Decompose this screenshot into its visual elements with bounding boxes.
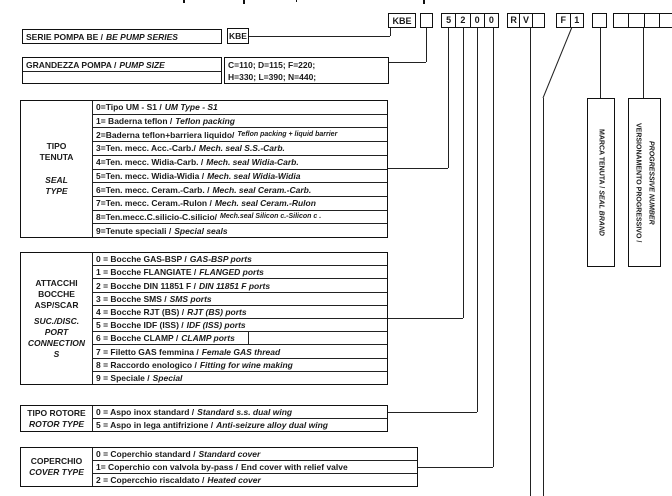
table-row: [93, 318, 387, 331]
table-row: [93, 406, 387, 418]
table-row: [93, 460, 417, 473]
row-text-en: Mech. seal Widia-Widia: [207, 170, 301, 181]
code-cell: V: [519, 14, 531, 27]
row-text-it: 0=Tipo UM - S1 /: [96, 102, 162, 113]
port-connections-header: [21, 253, 93, 384]
code-cell: [659, 14, 672, 27]
table-row: [93, 331, 387, 344]
table-header-line: TIPO: [46, 141, 67, 151]
series-value: KBE: [229, 31, 247, 41]
row-text-it: 4=Ten. mecc. Widia-Carb. /: [96, 157, 204, 168]
table-header-line: COVER TYPE: [29, 467, 84, 477]
table-header-line: S: [53, 348, 60, 359]
table-header-line: TENUTA: [39, 152, 74, 162]
row-text-it: 2 = Copercchio riscaldato /: [96, 475, 205, 485]
table-row: [93, 278, 387, 291]
table-row: [93, 141, 387, 155]
row-text-it: 8=Ten.mecc.C.silicio-C.silicio/: [96, 211, 218, 222]
table-header-line: CONNECTION: [27, 337, 86, 348]
port-connections-table: [20, 252, 388, 385]
size-label-en: PUMP SIZE: [119, 59, 165, 70]
row-text-it: 7=Ten. mecc. Ceram.-Rulon /: [96, 198, 212, 209]
code-group-f1: [556, 13, 584, 28]
table-header-line: ROTOR TYPE: [28, 418, 85, 429]
table-header-line: TIPO ROTORE: [27, 407, 86, 418]
connector-line: [643, 27, 644, 98]
row-text-it: 8 = Raccordo enologico /: [96, 359, 197, 370]
table-row: [93, 448, 417, 460]
table-row: [93, 182, 387, 196]
row-text-en: FLANGED ports: [199, 267, 264, 278]
size-values-line1: C=110; D=115; F=220;: [228, 59, 316, 70]
row-text-it: 1= Coperchio con valvola by-pass /: [96, 462, 238, 472]
row-text-en: CLAMP ports: [181, 333, 235, 344]
connector-line: [543, 98, 544, 496]
code-box-size: [420, 13, 433, 28]
row-text-it: 9 = Speciale /: [96, 372, 150, 383]
code-cell: 0: [484, 14, 498, 27]
row-text-en: RJT (BS) ports: [187, 306, 247, 317]
row-text-en: Standard cover: [198, 449, 261, 459]
rotor-type-table: [20, 405, 388, 432]
row-text-it: 3 = Bocche SMS /: [96, 293, 167, 304]
row-text-en: SMS ports: [169, 293, 212, 304]
code-cell: 2: [455, 14, 469, 27]
table-row: [93, 344, 387, 357]
progressive-label-line2: PROGRESSIVE NUMBER: [647, 140, 655, 225]
table-header-line: ATTACCHI: [35, 277, 78, 288]
table-row: [93, 305, 387, 318]
row-text-en: Fitting for wine making: [199, 359, 293, 370]
table-header-line: SEAL: [45, 175, 68, 185]
row-text-it: 1= Baderna teflon /: [96, 116, 173, 127]
code-cell: [644, 14, 659, 27]
row-text-en: Female GAS thread: [201, 346, 281, 357]
rotor-type-header: [21, 406, 93, 431]
row-text-en: Special seals: [174, 225, 228, 236]
seal-brand-label-it: MARCA TENUTA /: [597, 129, 605, 189]
table-row: [93, 169, 387, 183]
progressive-label-line1: VERSIONAMENTO PROGRESSIVO /: [634, 122, 642, 243]
row-text-it: 5=Ten. mecc. Widia-Widia /: [96, 170, 205, 181]
row-text-en: DIN 11851 F ports: [198, 280, 271, 291]
connector-line: [600, 27, 601, 98]
code-cell: [614, 14, 628, 27]
size-value-box: [224, 57, 389, 84]
progressive-number-box: [628, 98, 661, 267]
cover-type-header: [21, 448, 93, 486]
row-text-en: Teflon packing + liquid barrier: [237, 131, 338, 139]
row-text-en: Teflon packing: [175, 116, 235, 127]
code-cell: 1: [570, 14, 584, 27]
code-box-series: KBE: [388, 13, 416, 28]
row-text-it: 0 = Bocche GAS-BSP /: [96, 254, 187, 265]
table-row: [93, 292, 387, 305]
row-text-en: Mech. seal Ceram.-Carb.: [212, 184, 312, 195]
seal-brand-box: [587, 98, 615, 267]
table-row: [93, 371, 387, 384]
row-text-it: 5 = Aspo in lega antifrizione /: [96, 420, 214, 430]
table-row: [93, 127, 387, 141]
row-text-it: 5 = Bocche IDF (ISS) /: [96, 320, 184, 331]
row-text-en: UM Type - S1: [164, 102, 218, 113]
row-text-en: Mech. seal S.S.-Carb.: [198, 143, 285, 154]
row-text-en: Mech.seal Silicon c.-Silicon c .: [220, 213, 322, 221]
row-text-en: Special: [152, 372, 183, 383]
table-header-line: BOCCHE: [38, 288, 75, 299]
seal-type-header: [21, 101, 93, 237]
table-row: [93, 101, 387, 114]
row-text-it: 4 = Bocche RJT (BS) /: [96, 306, 185, 317]
code-group-progressive: [613, 13, 672, 28]
row-text-it: 0 = Coperchio standard /: [96, 449, 196, 459]
code-cell: R: [510, 15, 517, 25]
table-row: [93, 196, 387, 210]
row-text-en: Anti-seizure alloy dual wing: [216, 420, 328, 430]
row-text-en: Mech. seal Ceram.-Rulon: [214, 198, 316, 209]
code-cell: 0: [470, 14, 484, 27]
row-text-it: 7 = Filetto GAS femmina /: [96, 346, 199, 357]
series-label-box: [22, 29, 222, 44]
code-cell: 5: [446, 15, 452, 25]
code-cell: [532, 14, 544, 27]
size-values-line2: H=330; L=390; N=440;: [228, 71, 317, 82]
code-cell: F: [560, 15, 566, 25]
row-text-it: 2=Baderna teflon+barriera liquido/: [96, 129, 235, 140]
row-text-it: 3=Ten. mecc. Acc.-Carb./: [96, 143, 196, 154]
row-text-it: 9=Tenute speciali /: [96, 225, 172, 236]
size-label-it: GRANDEZZA POMPA /: [26, 59, 117, 70]
cover-type-table: [20, 447, 418, 487]
table-row: [93, 210, 387, 224]
table-header-line: ASP/SCAR: [34, 299, 79, 310]
series-label-it: SERIE POMPA BE /: [26, 31, 103, 42]
table-row: [93, 473, 417, 486]
row-text-en: Heated cover: [207, 475, 261, 485]
row-text-en: Standard s.s. dual wing: [197, 407, 293, 417]
seal-type-table: [20, 100, 388, 238]
code-cell: [628, 14, 643, 27]
size-label-box: [22, 57, 222, 84]
table-header-line: TYPE: [45, 186, 68, 196]
row-text-it: 0 = Aspo inox standard /: [96, 407, 195, 417]
seal-brand-label-en: SEAL BRAND: [597, 190, 605, 236]
row-text-it: 6=Ten. mecc. Ceram.-Carb. /: [96, 184, 210, 195]
row-text-en: End cover with relief valve: [240, 462, 348, 472]
table-row: [93, 114, 387, 128]
table-row: [93, 418, 387, 431]
code-group-rv: [507, 13, 545, 28]
table-header-line: PORT: [44, 326, 69, 337]
series-value-box: [227, 28, 249, 44]
table-cell-divider: [248, 332, 249, 345]
row-text-it: 2 = Bocche DIN 11851 F /: [96, 280, 196, 291]
table-row: [93, 358, 387, 371]
table-row: [93, 223, 387, 237]
table-row: [93, 253, 387, 265]
table-header-line: COPERCHIO: [30, 456, 83, 466]
table-row: [93, 155, 387, 169]
row-text-it: 1 = Bocche FLANGIATE /: [96, 267, 197, 278]
table-header-line: SUC./DISC.: [33, 315, 80, 326]
series-label-en: BE PUMP SERIES: [106, 31, 178, 42]
row-text-en: IDF (ISS) ports: [186, 320, 246, 331]
code-box-seal-brand: [592, 13, 607, 28]
row-text-en: GAS-BSP ports: [189, 254, 252, 265]
table-row: [93, 265, 387, 278]
row-text-it: 6 = Bocche CLAMP /: [96, 333, 179, 344]
row-text-en: Mech. seal Widia-Carb.: [206, 157, 299, 168]
code-group-digits: [441, 13, 499, 28]
